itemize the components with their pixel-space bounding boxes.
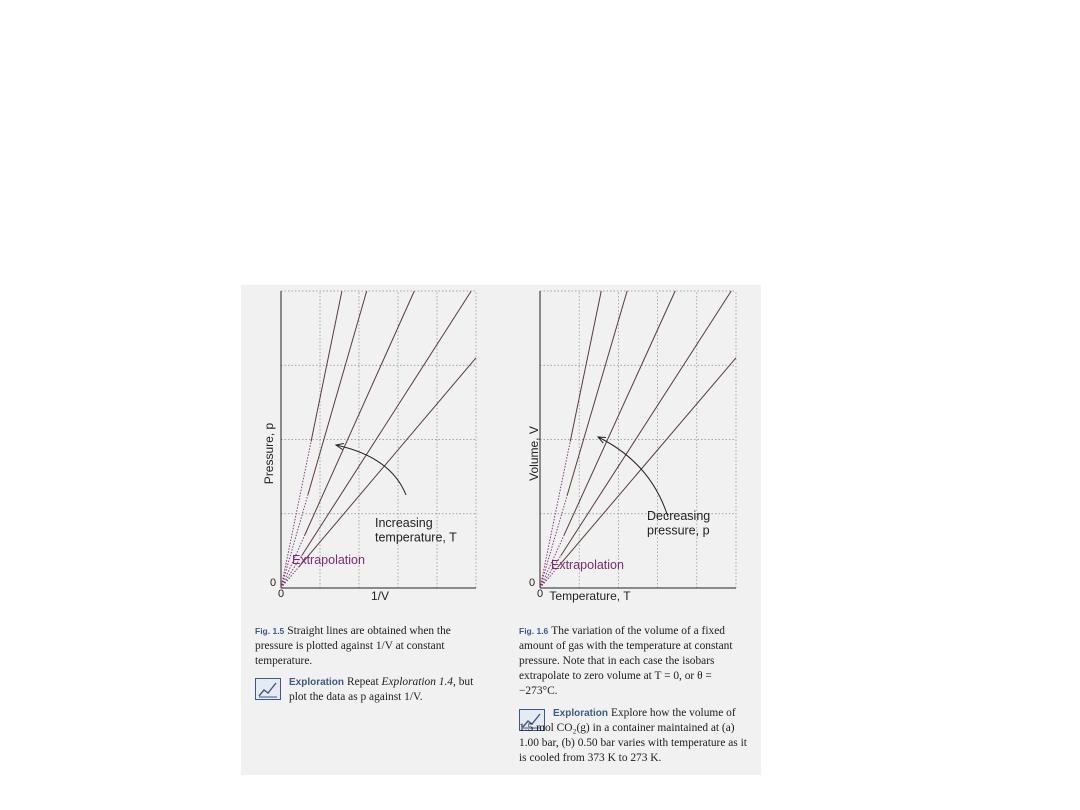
series-line-5 (570, 291, 601, 442)
extrapolation-label: Extrapolation (551, 558, 624, 572)
trend-connector (381, 480, 385, 513)
exploration-left (289, 675, 489, 705)
exploration-right-label: Exploration (553, 708, 609, 719)
chart-2 (540, 291, 736, 588)
extrapolation-label: Extrapolation (292, 553, 365, 567)
trend-connector (643, 502, 657, 506)
extrapolation-segment (281, 567, 299, 588)
origin-x-label: 0 (278, 588, 285, 600)
exploration-left-post: , but plot the data as p against 1/V. (289, 676, 474, 703)
caption-fig-1-6 (519, 624, 751, 699)
exploration-chart-icon[interactable] (255, 678, 281, 700)
fig-label-left: Fig. 1.5 (255, 626, 285, 636)
trend-label: Increasing temperature, T (375, 516, 457, 545)
x-axis-label: Temperature, T (549, 589, 631, 603)
origin-y-label: 0 (529, 577, 536, 589)
series-line-3 (305, 291, 415, 535)
caption-left-text: Straight lines are obtained when the pressure is plotted against 1/V at constant temperature. (255, 625, 451, 667)
origin-y-label: 0 (270, 577, 277, 589)
exploration-right (519, 706, 751, 766)
y-axis-label: Volume, V (527, 426, 541, 481)
textbook-page (241, 285, 761, 775)
exploration-left-label: Exploration (289, 677, 345, 688)
y-axis-label: Pressure, p (262, 422, 276, 485)
trend-arrow (598, 437, 668, 517)
caption-right-text: The variation of the volume of a fixed amount of gas with the temperature at constant pressure. Note that in each case the isobars extrapolate to zero volume at T = 0, or θ = −273°C. (519, 625, 733, 697)
series-line-5 (311, 291, 342, 442)
extrapolation-segment (540, 496, 567, 588)
exploration-left-ref: Exploration 1.4 (381, 676, 454, 688)
exploration-right-text: Explore how the volume of 1.5 mol CO₂(g) in a container maintained at (a) 1.00 bar, (b) 0.50 bar varies with temperature as it is cooled from 373 K to 273 K. (519, 707, 747, 764)
fig-label-right: Fig. 1.6 (519, 626, 549, 636)
x-axis-label: 1/V (370, 589, 390, 603)
extrapolation-segment (281, 495, 308, 588)
series-line-3 (564, 291, 675, 535)
trend-label: Decreasing pressure, p (647, 509, 711, 538)
caption-fig-1-5 (255, 624, 487, 669)
series-line-4 (308, 291, 367, 495)
origin-x-label: 0 (537, 588, 544, 600)
exploration-left-pre: Repeat (347, 676, 379, 688)
